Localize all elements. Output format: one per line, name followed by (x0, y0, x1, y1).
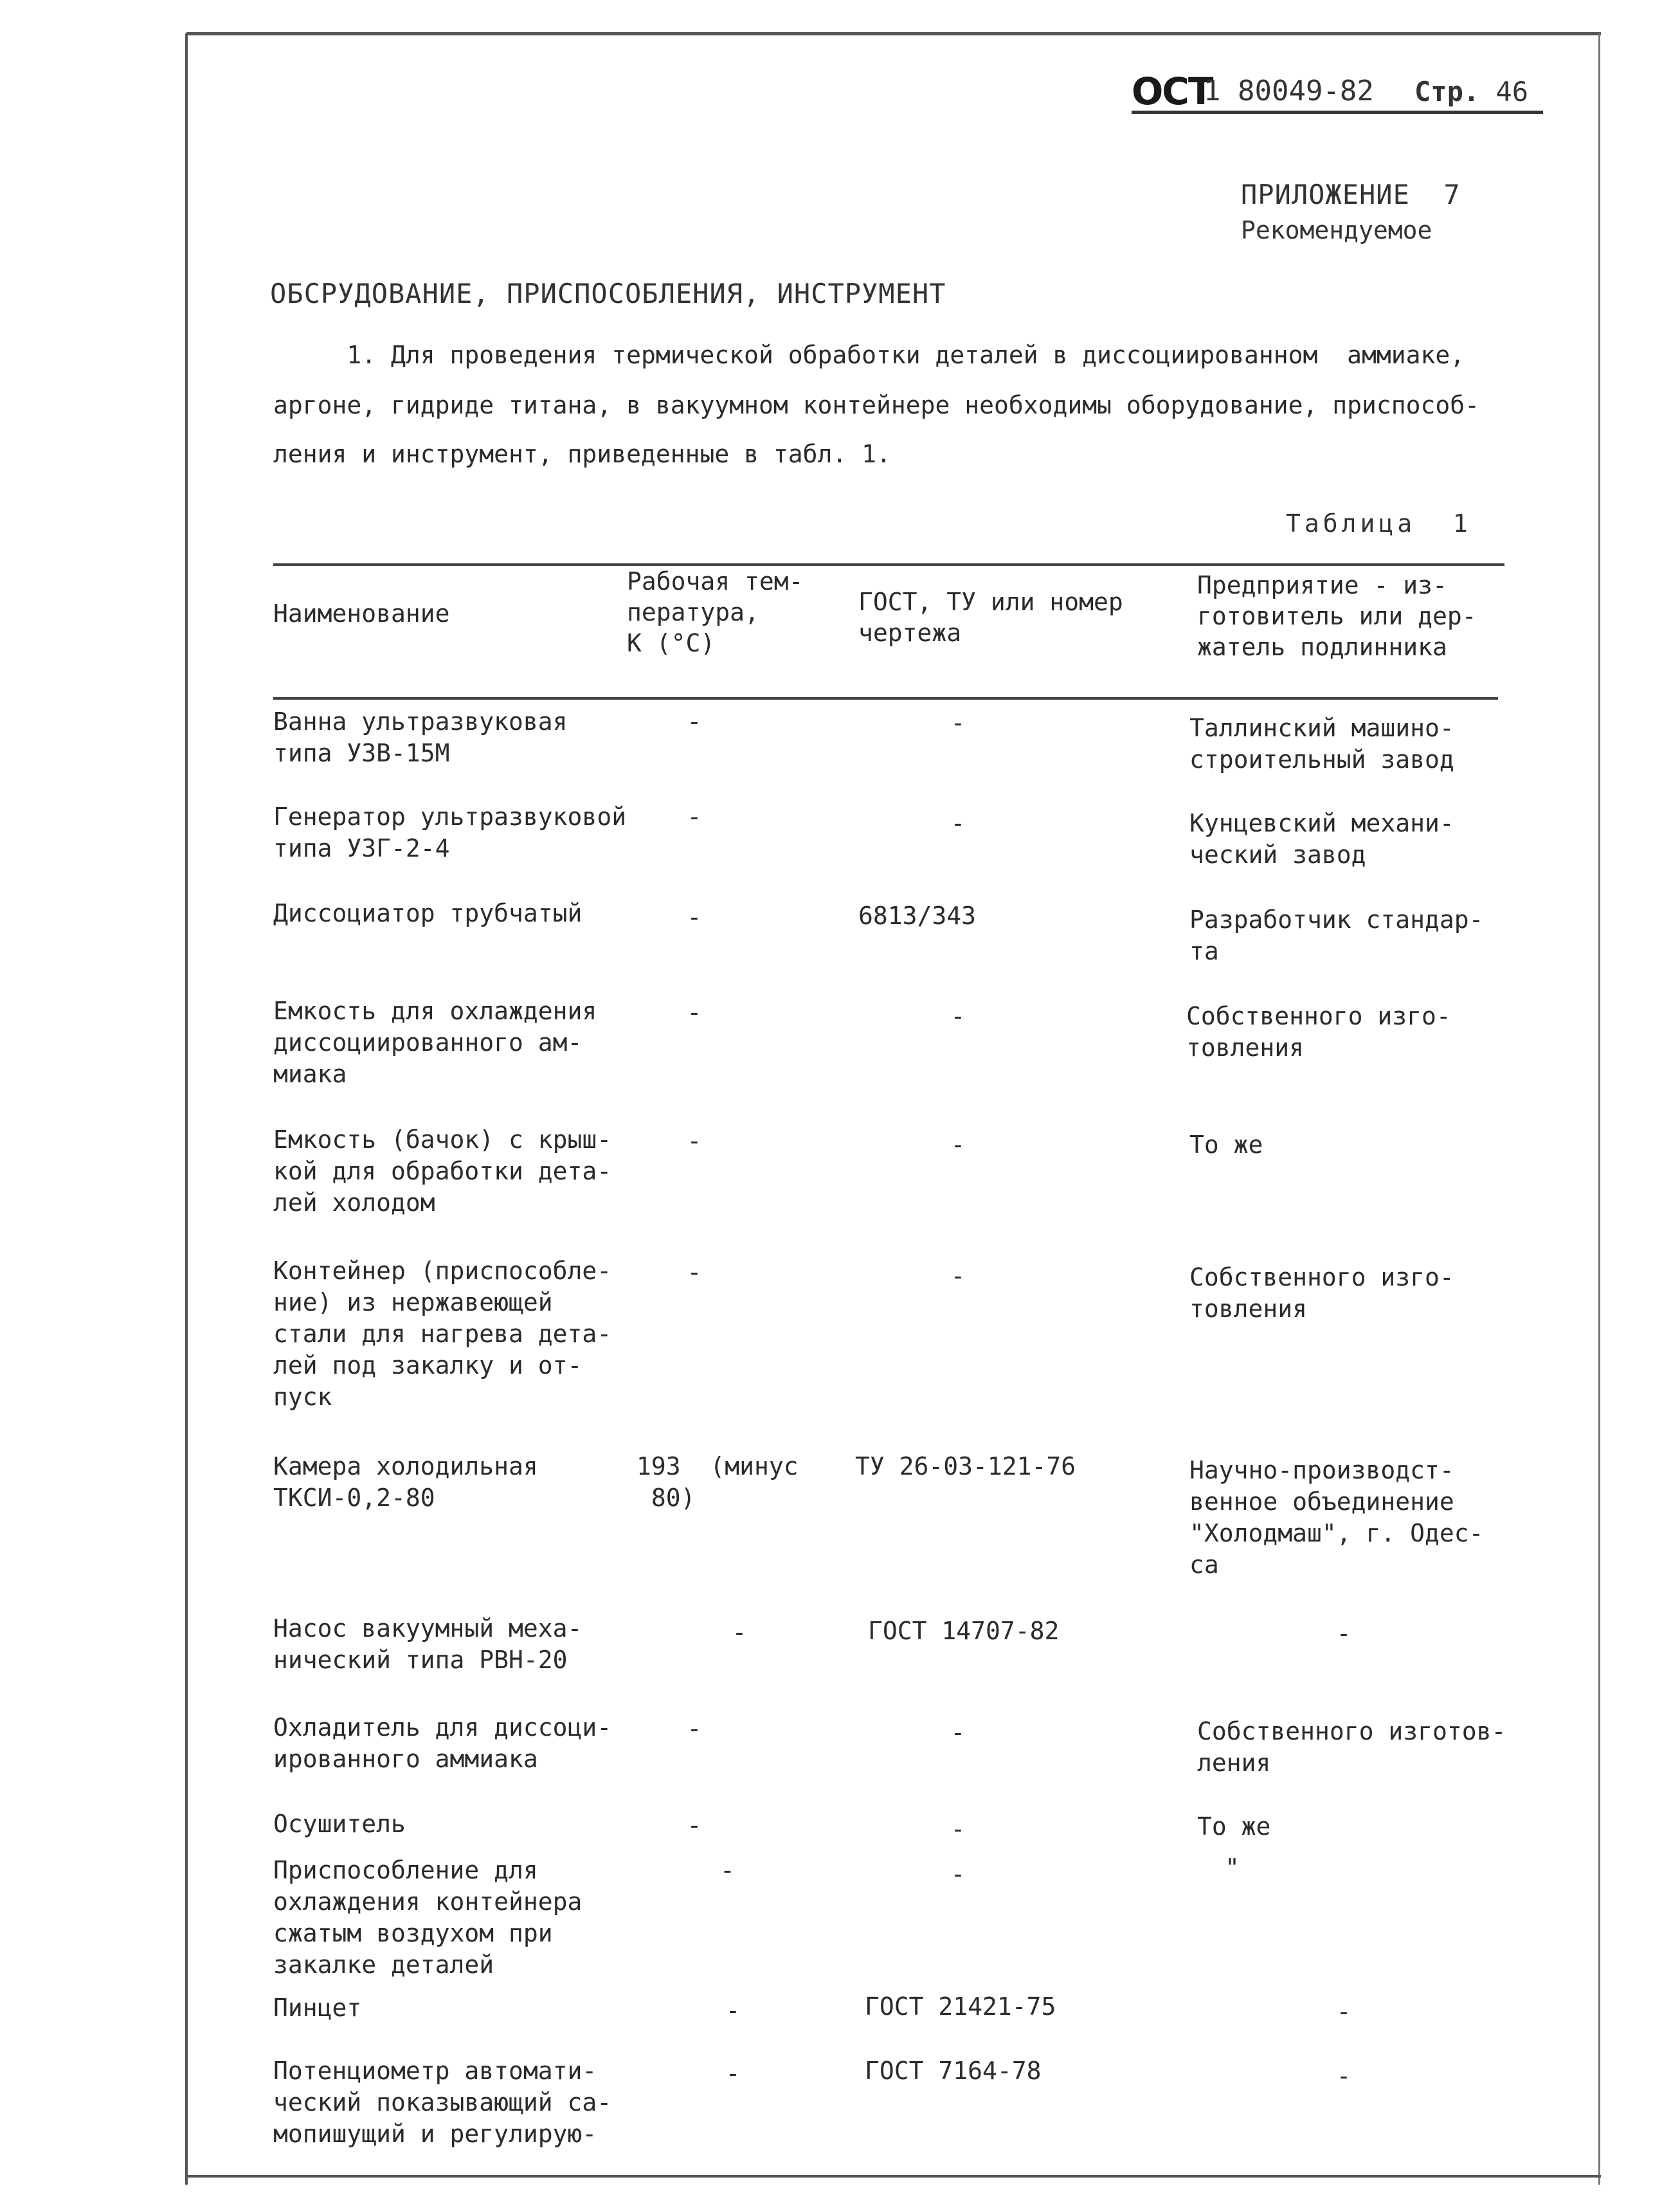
table-row-doc: - (950, 709, 966, 737)
table-row-maker: Кунцевский механи- ческий завод (1189, 809, 1454, 869)
header-rule (1132, 111, 1543, 114)
table-row-name: Потенциометр автомати- ческий показывающий са- мопишущий и регулирую- (273, 2057, 612, 2148)
appendix-status: Рекомендуемое (1241, 216, 1432, 244)
page-border-left (185, 33, 188, 2185)
table-row-temp: - (687, 803, 702, 831)
table-row-temp: - (687, 1715, 702, 1743)
table-row-name: Диссоциатор трубчатый (273, 899, 583, 927)
table-row-maker: Собственного изго- товления (1189, 1263, 1454, 1323)
table-row-doc: - (950, 1718, 966, 1747)
table-row-temp: - (732, 1618, 747, 1646)
table-row-temp: - (687, 707, 702, 736)
table-header-name: Наименование (273, 599, 450, 628)
table-row-name: Осушитель (273, 1810, 406, 1838)
table-row-doc: - (950, 1002, 966, 1030)
section-title: ОБСРУДОВАНИЕ, ПРИСПОСОБЛЕНИЯ, ИНСТРУМЕНТ (270, 278, 946, 309)
table-row-doc: ГОСТ 21421-75 (865, 1992, 1056, 2021)
page-number: 46 (1495, 76, 1529, 107)
table-top-rule (273, 563, 1504, 566)
table-row-doc: ГОСТ 14707-82 (868, 1617, 1060, 1645)
standard-number: 1 80049-82 (1204, 75, 1374, 107)
table-row-maker: " (1225, 1853, 1240, 1882)
table-row-name: Емкость (бачок) с крыш- кой для обработки дета- лей холодом (273, 1125, 612, 1217)
table-row-temp: - (687, 998, 702, 1026)
table-row-temp: - (725, 2059, 741, 2088)
table-row-doc: - (950, 1131, 966, 1159)
table-row-name: Насос вакуумный меха- нический типа РВН-20 (273, 1614, 583, 1674)
table-row-doc: - (950, 1262, 966, 1290)
page-border-right (1598, 33, 1600, 2185)
table-row-name: Приспособление для охлаждения контейнера сжатым воздухом при закалке деталей (273, 1856, 583, 1979)
table-row-maker: То же (1197, 1812, 1271, 1841)
table-row-name: Емкость для охлаждения диссоциированного ам- миака (273, 997, 597, 1088)
table-label: Таблица 1 (1286, 509, 1472, 538)
table-row-name: Камера холодильная ТКСИ-0,2-80 (273, 1452, 538, 1512)
table-row-maker: - (1336, 2062, 1351, 2090)
table-header-maker: Предприятие - из- готовитель или дер- жатель подлинника (1197, 571, 1477, 661)
table-row-maker: - (1336, 1997, 1351, 2026)
page-number-label: Стр. 46 (1414, 76, 1529, 107)
table-row-doc: - (950, 1815, 966, 1843)
table-row-maker: - (1336, 1619, 1351, 1648)
page-border-top (186, 32, 1601, 35)
table-header-rule (273, 697, 1498, 700)
table-row-temp: - (720, 1856, 735, 1884)
table-row-temp: - (725, 1996, 741, 2025)
appendix-title: ПРИЛОЖЕНИЕ 7 (1241, 179, 1461, 210)
table-row-maker: Таллинский машино- строительный завод (1189, 714, 1454, 774)
table-row-maker: Собственного изготов- ления (1197, 1717, 1506, 1777)
standard-mark: ОСТ (1132, 69, 1213, 113)
table-row-name: Ванна ультразвуковая типа УЗВ-15М (273, 707, 568, 767)
table-row-maker: Научно-производст- венное объединение "Холодмаш", г. Одес- са (1189, 1456, 1484, 1579)
table-row-doc: ТУ 26-03-121-76 (855, 1452, 1076, 1480)
table-row-maker: То же (1189, 1131, 1263, 1159)
table-row-name: Контейнер (приспособле- ние) из нержавеющей стали для нагрева дета- лей под закалку и от- пуск (273, 1257, 612, 1411)
table-header-temp: Рабочая тем- пература, К (°С) (627, 567, 804, 657)
table-row-temp: - (687, 1127, 702, 1155)
table-row-temp: - (687, 903, 702, 931)
page-border-bottom (186, 2175, 1601, 2178)
table-row-name: Пинцет (273, 1994, 362, 2022)
table-row-doc: 6813/343 (858, 902, 977, 930)
table-row-doc: - (950, 809, 966, 837)
table-row-doc: - (950, 1860, 966, 1888)
table-row-temp: - (687, 1258, 702, 1286)
table-row-temp: - (687, 1811, 702, 1839)
table-header-doc: ГОСТ, ТУ или номер чертежа (858, 588, 1123, 647)
intro-line-3: ления и инструмент, приведенные в табл. 1. (273, 440, 891, 468)
table-row-temp: 193 (минус 80) (637, 1452, 799, 1512)
table-row-name: Генератор ультразвуковой типа УЗГ-2-4 (273, 803, 627, 862)
intro-line-2: аргоне, гидриде титана, в вакуумном контейнере необходимы оборудование, приспособ- (273, 391, 1479, 419)
table-row-maker: Собственного изго- товления (1186, 1002, 1451, 1062)
table-row-maker: Разработчик стандар- та (1189, 905, 1484, 965)
table-row-name: Охладитель для диссоци- ированного аммиака (273, 1713, 612, 1773)
table-row-doc: ГОСТ 7164-78 (865, 2057, 1042, 2085)
intro-line-1: 1. Для проведения термической обработки деталей в диссоциированном аммиаке, (273, 341, 1465, 369)
